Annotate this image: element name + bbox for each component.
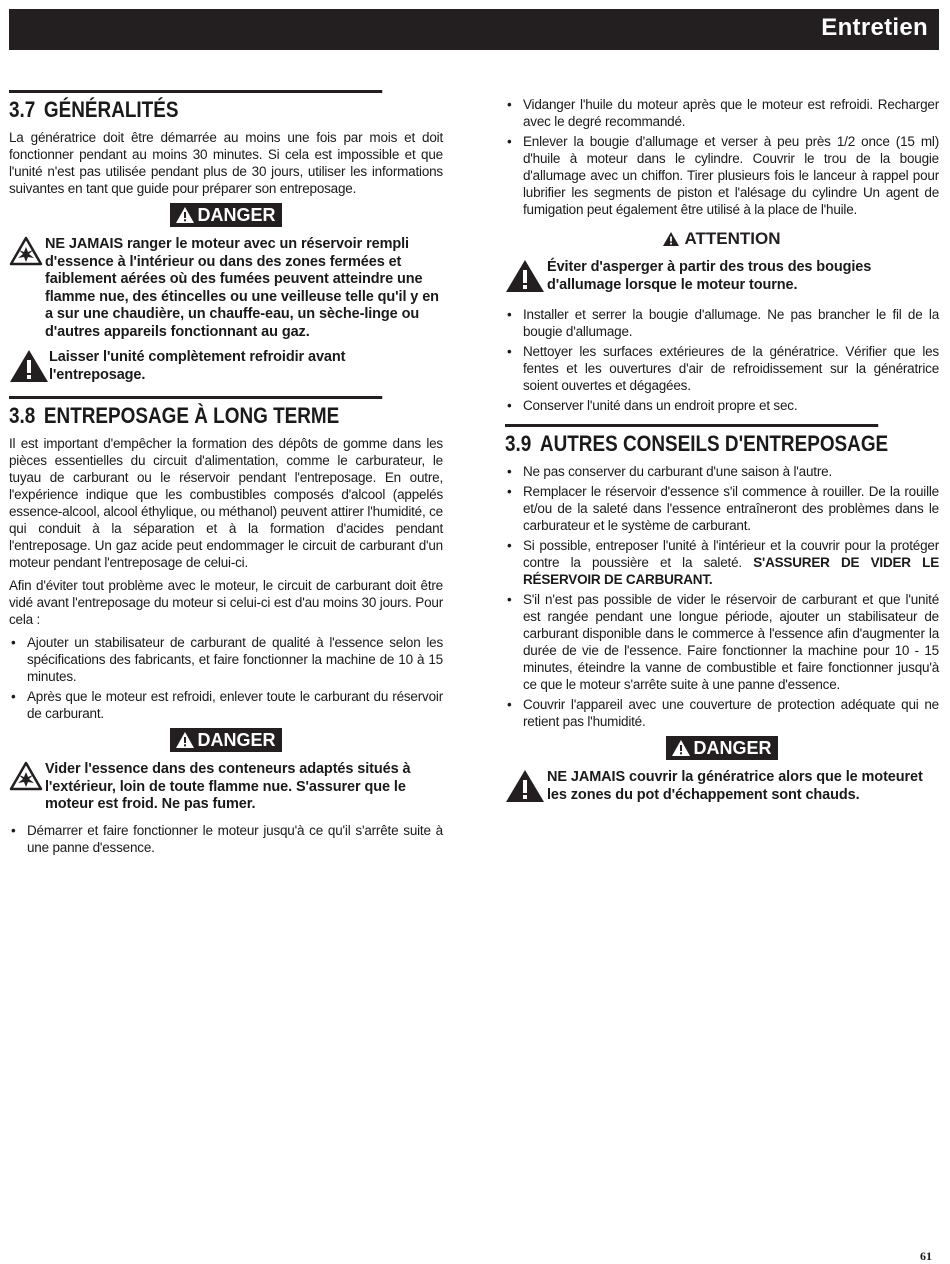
list-item-text: Couvrir l'appareil avec une couverture de protection adéquate qui ne retient pas l'humidité. <box>523 697 939 729</box>
warning-text: Éviter d'asperger à partir des trous des bougies d'allumage lorsque le moteur tourne. <box>547 259 872 293</box>
list-item-text: Vidanger l'huile du moteur après que le moteur est refroidi. Recharger avec le degré recommandé. <box>523 97 939 129</box>
section-3-8-heading <box>9 396 382 429</box>
list-item: • Nettoyer les surfaces extérieures de la génératrice. Vérifier que les fentes et les ouvertures d'air de refroidissement sur la génératrice soient ouvertes et dégagées. <box>507 344 939 393</box>
bullet-list <box>505 96 939 218</box>
list-item: • Installer et serrer la bougie d'allumage. Ne pas brancher le fil de la bougie d'allumage. <box>507 307 939 339</box>
bullet-list <box>9 822 443 856</box>
danger-badge <box>170 728 281 752</box>
danger-label: DANGER <box>197 730 276 750</box>
list-item-text: Installer et serrer la bougie d'allumage. Ne pas brancher le fil de la bougie d'allumage. <box>523 307 939 339</box>
warning-triangle-icon <box>672 740 690 756</box>
danger-label: DANGER <box>693 738 772 758</box>
attention-label: ATTENTION <box>684 229 781 248</box>
warning-text: NE JAMAIS ranger le moteur avec un réservoir rempli d'essence à l'intérieur ou dans des zones fermées et faiblement aérées où des fumées peuvent atteindre une flamme nue, des étincelles ou une veilleuse telle qu'il y en a sur une chaudière, un chauffe-eau, un sèche-linge ou d'autres appareils fonctionnant au gaz. <box>45 236 439 340</box>
page-number: 61 <box>920 1249 932 1263</box>
danger-badge <box>666 736 777 760</box>
section-3-7-intro: La génératrice doit être démarrée au moins une fois par mois et doit fonctionner pendant au moins 30 minutes. Si cela est impossible et que l'unité n'est pas utilisée pendant plus de 30 jours, utiliser les informations suivantes en tant que guide pour préparer son entreposage. <box>9 130 443 196</box>
list-item-text: Remplacer le réservoir d'essence s'il commence à rouiller. De la rouille et/ou de la saleté dans l'essence entraîneront des problèmes dans le carburateur et le système de carburant. <box>523 484 939 533</box>
section-3-9-heading <box>505 424 889 457</box>
caution-warning <box>9 349 443 388</box>
warning-text: Vider l'essence dans des conteneurs adaptés situés à l'extérieur, loin de toute flamme nue. S'assurer que le moteur est froid. Ne pas fumer. <box>45 761 411 812</box>
left-column <box>9 90 443 860</box>
section-title: GÉNÉRALITÉS <box>43 97 179 122</box>
section-3-8-paragraph: Il est important d'empêcher la formation des dépôts de gomme dans les pièces essentielles du circuit d'alimentation, comme le carburateur, le tuyau de carburant ou le réservoir pendant l'entreposage. En outre, l'expérience indique que les combustibles composés d'alcool (appelés essence-alcool, alcool éthylique, ou méthanol) peuvent attirer l'humidité, ce qui conduit à la séparation et à la formation d'acides pendant l'entreposage. Un gaz acide peut endommager le circuit de carburant d'un moteur pendant l'entreposage de celui-ci. <box>9 436 443 570</box>
section-3-7-heading <box>9 90 382 123</box>
list-item: • Conserver l'unité dans un endroit propre et sec. <box>507 398 798 413</box>
section-title: AUTRES CONSEILS D'ENTREPOSAGE <box>539 431 889 456</box>
caution-warning <box>505 769 939 808</box>
page-header-title: Entretien <box>821 14 928 41</box>
warning-triangle-icon <box>176 207 194 223</box>
explosion-hazard-icon <box>9 236 45 271</box>
exclamation-triangle-icon <box>505 769 547 808</box>
list-item-text: Si possible, entreposer l'unité à l'intérieur et la couvrir pour la protéger contre la poussière et la saleté. <box>523 538 939 570</box>
section-title: ENTREPOSAGE À LONG TERME <box>43 403 340 428</box>
list-item-emphasis: S'ASSURER DE VIDER LE RÉSERVOIR DE CARBURANT. <box>523 555 939 587</box>
list-item: • Remplacer le réservoir d'essence s'il commence à rouiller. De la rouille et/ou de la saleté dans l'essence entraîneront des problèmes dans le carburateur et le système de carburant. <box>507 484 939 533</box>
right-column <box>505 96 939 816</box>
header-bar <box>9 9 939 50</box>
exclamation-triangle-icon <box>9 349 49 388</box>
section-3-8-paragraph: Afin d'éviter tout problème avec le moteur, le circuit de carburant doit être vidé avant l'entreposage du moteur si celui-ci est d'au moins 30 jours. Pour cela : <box>9 578 443 627</box>
section-number: 3.7 <box>9 97 36 122</box>
section-number: 3.9 <box>505 431 532 456</box>
explosion-warning <box>9 761 443 814</box>
list-item-text: S'il n'est pas possible de vider le réservoir de carburant et que l'unité est rangée pendant une longue période, ajouter un stabilisateur de carburant disponible dans le commerce à l'essence afin d'augmenter la durée de vie de l'essence. Faire fonctionner la machine pour 10 - 15 minutes, éteindre la vanne de combustible et faire fonctionner jusqu'à ce que le moteur s'arrête suite à une panne d'essence. <box>523 592 939 692</box>
list-item: • Démarrer et faire fonctionner le moteur jusqu'à ce qu'il s'arrête suite à une panne d'essence. <box>11 822 443 855</box>
attention-badge-wrap <box>505 228 939 251</box>
bullet-list <box>505 306 939 414</box>
list-item: • Si possible, entreposer l'unité à l'intérieur et la couvrir pour la protéger contre la poussière et la saleté. S'ASSURER DE VIDER LE RÉSERVOIR DE CARBURANT. <box>507 538 939 587</box>
list-item-text: Après que le moteur est refroidi, enlever toute le carburant du réservoir de carburant. <box>27 689 443 721</box>
list-item-text: Nettoyer les surfaces extérieures de la génératrice. Vérifier que les fentes et les ouvertures d'air de refroidissement sur la génératrice soient ouvertes et dégagées. <box>523 344 939 393</box>
warning-text: NE JAMAIS couvrir la génératrice alors que le moteuret les zones du pot d'échappement sont chauds. <box>547 769 923 803</box>
bullet-list <box>9 634 443 722</box>
explosion-hazard-icon <box>9 761 45 796</box>
list-item: • Enlever la bougie d'allumage et verser à peu près 1/2 once (15 ml) d'huile à moteur dans le cylindre. Couvrir le trou de la bougie d'allumage avec un chiffon. Tirer plusieurs fois le lanceur à rappel pour lubrifier les segments de piston et l'alésage du cylindre Un agent de fumigation peut également être utilisé à la place de l'huile. <box>507 134 939 217</box>
explosion-warning <box>9 236 443 341</box>
list-item-text: Démarrer et faire fonctionner le moteur jusqu'à ce qu'il s'arrête suite à une panne d'essence. <box>27 822 443 855</box>
list-item-text: Ne pas conserver du carburant d'une saison à l'autre. <box>523 464 832 479</box>
warning-triangle-icon <box>176 732 194 748</box>
list-item: • Ne pas conserver du carburant d'une saison à l'autre. <box>507 464 832 479</box>
danger-badge-wrap <box>505 736 939 761</box>
list-item: • Ajouter un stabilisateur de carburant de qualité à l'essence selon les spécifications des fabricants, et faire fonctionner la machine de 10 à 15 minutes. <box>11 635 443 684</box>
caution-warning <box>505 259 939 298</box>
danger-badge-wrap <box>9 203 443 228</box>
list-item: • Après que le moteur est refroidi, enlever toute le carburant du réservoir de carburant. <box>11 689 443 721</box>
section-number: 3.8 <box>9 403 36 428</box>
list-item: • Couvrir l'appareil avec une couverture de protection adéquate qui ne retient pas l'humidité. <box>507 697 939 729</box>
attention-badge <box>663 228 780 250</box>
list-item: • S'il n'est pas possible de vider le réservoir de carburant et que l'unité est rangée pendant une longue période, ajouter un stabilisateur de carburant disponible dans le commerce à l'essence afin d'augmenter la durée de vie de l'essence. Faire fonctionner la machine pour 10 - 15 minutes, éteindre la vanne de combustible et faire fonctionner jusqu'à ce que le moteur s'arrête suite à une panne d'essence. <box>507 592 939 692</box>
danger-badge <box>170 203 281 227</box>
list-item-text: Ajouter un stabilisateur de carburant de qualité à l'essence selon les spécifications des fabricants, et faire fonctionner la machine de 10 à 15 minutes. <box>27 635 443 684</box>
exclamation-triangle-icon <box>505 259 547 298</box>
warning-text: Laisser l'unité complètement refroidir avant l'entreposage. <box>49 349 346 383</box>
list-item-text: Enlever la bougie d'allumage et verser à peu près 1/2 once (15 ml) d'huile à moteur dans le cylindre. Couvrir le trou de la bougie d'allumage avec un chiffon. Tirer plusieurs fois le lanceur à rappel pour lubrifier les segments de piston et l'alésage du cylindre Un agent de fumigation peut également être utilisé à la place de l'huile. <box>523 134 939 217</box>
danger-label: DANGER <box>197 205 276 225</box>
list-item: • Vidanger l'huile du moteur après que le moteur est refroidi. Recharger avec le degré recommandé. <box>507 97 939 129</box>
warning-triangle-icon <box>663 232 679 246</box>
bullet-list <box>505 463 939 730</box>
danger-badge-wrap <box>9 728 443 753</box>
list-item-text: Conserver l'unité dans un endroit propre et sec. <box>523 398 798 413</box>
